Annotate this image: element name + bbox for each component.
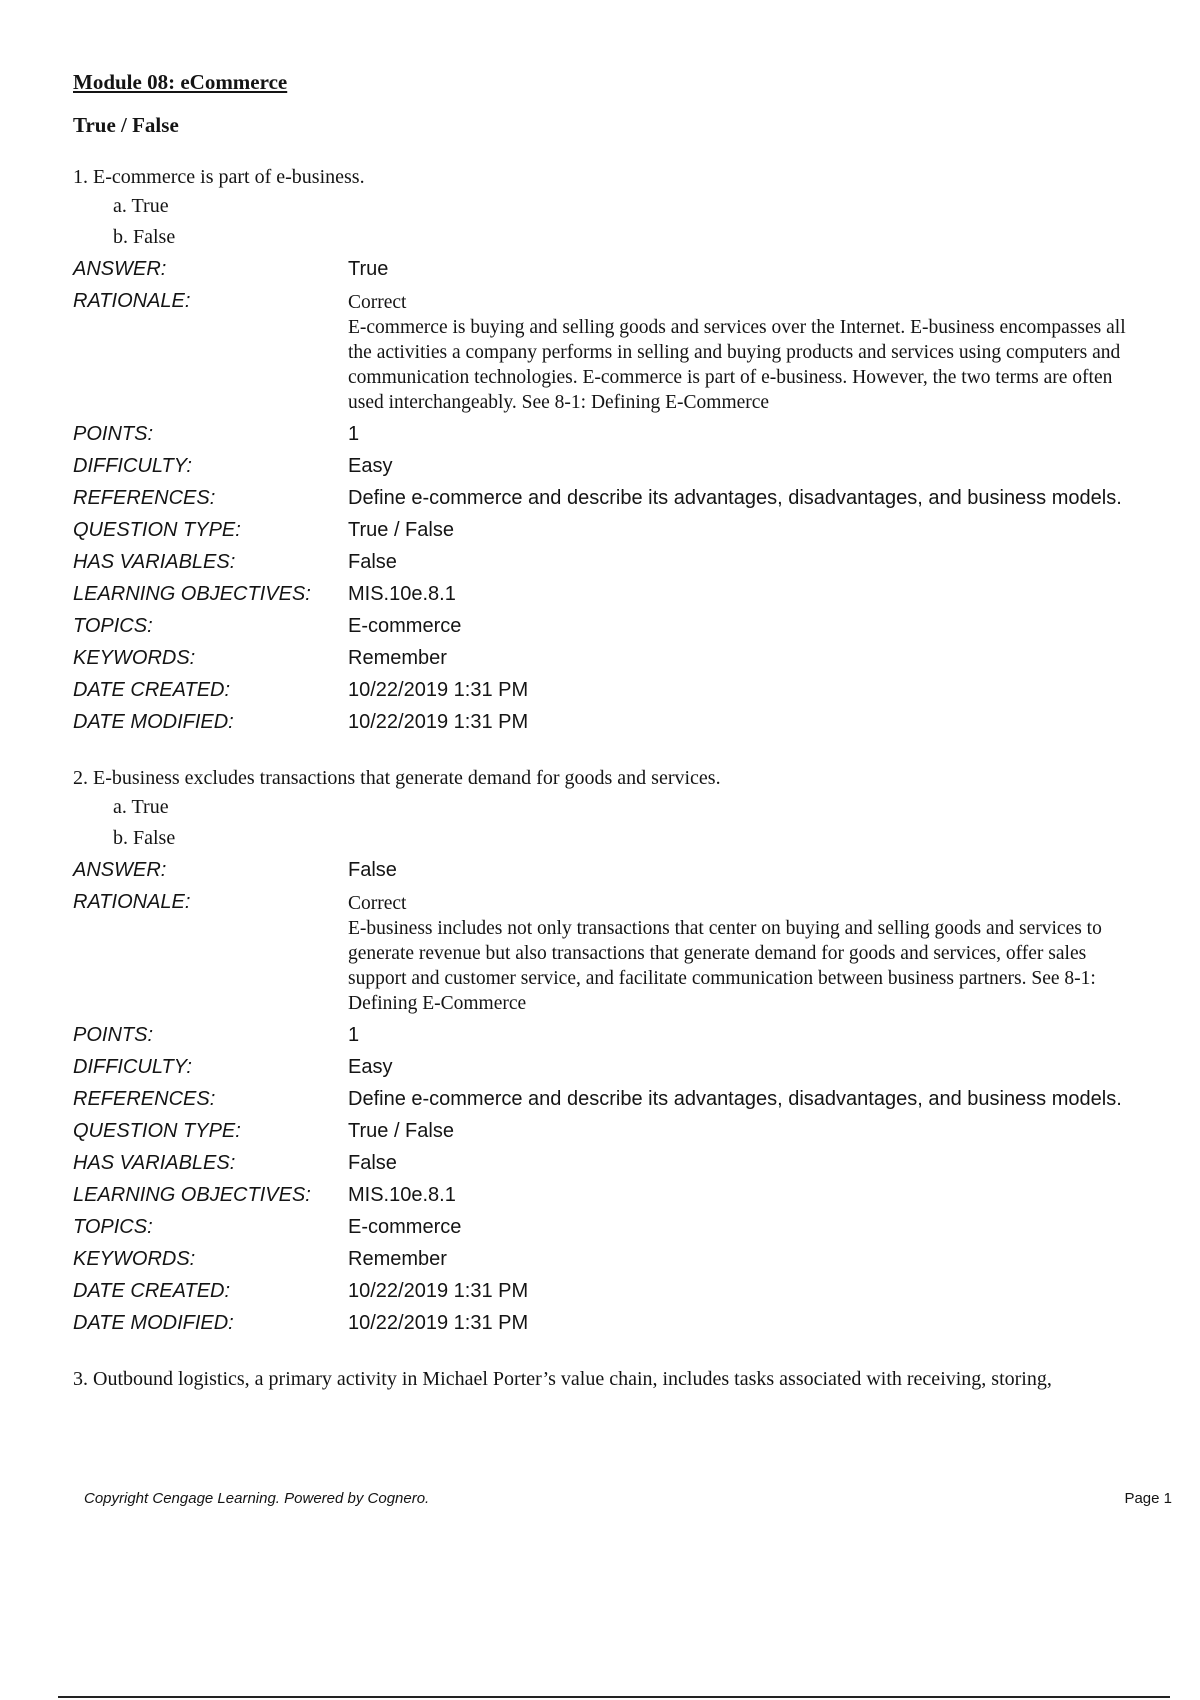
points-row xyxy=(73,418,1173,450)
option-a: a. True xyxy=(113,195,169,217)
document-page xyxy=(73,70,1173,1391)
points-label: POINTS: xyxy=(73,1024,154,1046)
references-value: Define e-commerce and describe its advantages, disadvantages, and business models. xyxy=(348,1088,1122,1110)
answer-label: ANSWER: xyxy=(73,859,167,881)
date-created-label: DATE CREATED: xyxy=(73,679,231,701)
date-modified-row xyxy=(73,706,1173,738)
keywords-row xyxy=(73,642,1173,674)
references-label: REFERENCES: xyxy=(73,1088,216,1110)
question-2 xyxy=(73,766,1173,1339)
date-modified-value: 10/22/2019 1:31 PM xyxy=(348,711,529,733)
module-title: Module 08: eCommerce xyxy=(73,70,288,94)
points-value: 1 xyxy=(348,423,360,445)
keywords-value: Remember xyxy=(348,647,447,669)
references-label: REFERENCES: xyxy=(73,487,216,509)
question-text: 2. E-business excludes transactions that generate demand for goods and services. xyxy=(73,767,721,789)
answer-value: True xyxy=(348,258,389,280)
learning-objectives-row xyxy=(73,1179,1173,1211)
page-footer xyxy=(84,1490,1172,1507)
question-1 xyxy=(73,165,1173,738)
question-type-label: QUESTION TYPE: xyxy=(73,1120,241,1142)
points-row xyxy=(73,1019,1173,1051)
references-row xyxy=(73,482,1173,514)
difficulty-row xyxy=(73,1051,1173,1083)
date-created-row xyxy=(73,1275,1173,1307)
topics-row xyxy=(73,610,1173,642)
answer-options xyxy=(73,191,1173,253)
has-variables-label: HAS VARIABLES: xyxy=(73,1152,236,1174)
difficulty-value: Easy xyxy=(348,1056,393,1078)
rationale-body: E-commerce is buying and selling goods and services over the Internet. E-business encompasses all the activities a company performs in selling and buying products and services using computers and communication technologies. E-commerce is part of e-business. However, the two terms are often used interchangeably. See 8-1: Defining E-Commerce xyxy=(348,317,1126,413)
question-type-row xyxy=(73,514,1173,546)
topics-label: TOPICS: xyxy=(73,615,153,637)
rationale-label: RATIONALE: xyxy=(73,891,191,913)
page-number: Page 1 xyxy=(1124,1490,1172,1507)
option-b: b. False xyxy=(113,827,176,849)
has-variables-value: False xyxy=(348,551,397,573)
copyright-text: Copyright Cengage Learning. Powered by Cognero. xyxy=(84,1490,430,1507)
learning-objectives-value: MIS.10e.8.1 xyxy=(348,583,456,605)
date-modified-value: 10/22/2019 1:31 PM xyxy=(348,1312,529,1334)
learning-objectives-row xyxy=(73,578,1173,610)
date-created-value: 10/22/2019 1:31 PM xyxy=(348,1280,529,1302)
has-variables-value: False xyxy=(348,1152,397,1174)
question-type-label: QUESTION TYPE: xyxy=(73,519,241,541)
option-b: b. False xyxy=(113,226,176,248)
difficulty-row xyxy=(73,450,1173,482)
date-created-value: 10/22/2019 1:31 PM xyxy=(348,679,529,701)
references-value: Define e-commerce and describe its advantages, disadvantages, and business models. xyxy=(348,487,1122,509)
date-created-label: DATE CREATED: xyxy=(73,1280,231,1302)
topics-value: E-commerce xyxy=(348,1216,462,1238)
difficulty-label: DIFFICULTY: xyxy=(73,1056,192,1078)
question-3 xyxy=(73,1367,1173,1391)
answer-row xyxy=(73,854,1173,886)
has-variables-row xyxy=(73,1147,1173,1179)
date-modified-row xyxy=(73,1307,1173,1339)
keywords-label: KEYWORDS: xyxy=(73,1248,196,1270)
rationale-row xyxy=(73,285,1173,418)
references-row xyxy=(73,1083,1173,1115)
has-variables-label: HAS VARIABLES: xyxy=(73,551,236,573)
difficulty-value: Easy xyxy=(348,455,393,477)
date-modified-label: DATE MODIFIED: xyxy=(73,711,234,733)
date-modified-label: DATE MODIFIED: xyxy=(73,1312,234,1334)
rationale-row xyxy=(73,886,1173,1019)
topics-value: E-commerce xyxy=(348,615,462,637)
section-title: True / False xyxy=(73,113,179,137)
rationale-body: E-business includes not only transactions that center on buying and selling goods and services to generate revenue but also transactions that generate demand for goods and services, offer sales support and customer service, and facilitate communication between business partners. See 8-1: Defining E-Commerce xyxy=(348,918,1102,1014)
question-type-value: True / False xyxy=(348,519,454,541)
bottom-divider xyxy=(58,1696,1170,1698)
rationale-label: RATIONALE: xyxy=(73,290,191,312)
topics-label: TOPICS: xyxy=(73,1216,153,1238)
has-variables-row xyxy=(73,546,1173,578)
answer-value: False xyxy=(348,859,397,881)
topics-row xyxy=(73,1211,1173,1243)
answer-options xyxy=(73,792,1173,854)
question-type-row xyxy=(73,1115,1173,1147)
learning-objectives-label: LEARNING OBJECTIVES: xyxy=(73,583,311,605)
date-created-row xyxy=(73,674,1173,706)
learning-objectives-value: MIS.10e.8.1 xyxy=(348,1184,456,1206)
keywords-row xyxy=(73,1243,1173,1275)
question-text: 3. Outbound logistics, a primary activity in Michael Porter’s value chain, includes tasks associated with receiving, storing, xyxy=(73,1368,1052,1390)
answer-label: ANSWER: xyxy=(73,258,167,280)
keywords-label: KEYWORDS: xyxy=(73,647,196,669)
learning-objectives-label: LEARNING OBJECTIVES: xyxy=(73,1184,311,1206)
rationale-value xyxy=(348,886,1138,1019)
question-text: 1. E-commerce is part of e-business. xyxy=(73,166,365,188)
rationale-value xyxy=(348,285,1138,418)
points-label: POINTS: xyxy=(73,423,154,445)
option-a: a. True xyxy=(113,796,169,818)
question-type-value: True / False xyxy=(348,1120,454,1142)
points-value: 1 xyxy=(348,1024,360,1046)
rationale-status: Correct xyxy=(348,893,407,914)
answer-row xyxy=(73,253,1173,285)
difficulty-label: DIFFICULTY: xyxy=(73,455,192,477)
keywords-value: Remember xyxy=(348,1248,447,1270)
rationale-status: Correct xyxy=(348,292,407,313)
